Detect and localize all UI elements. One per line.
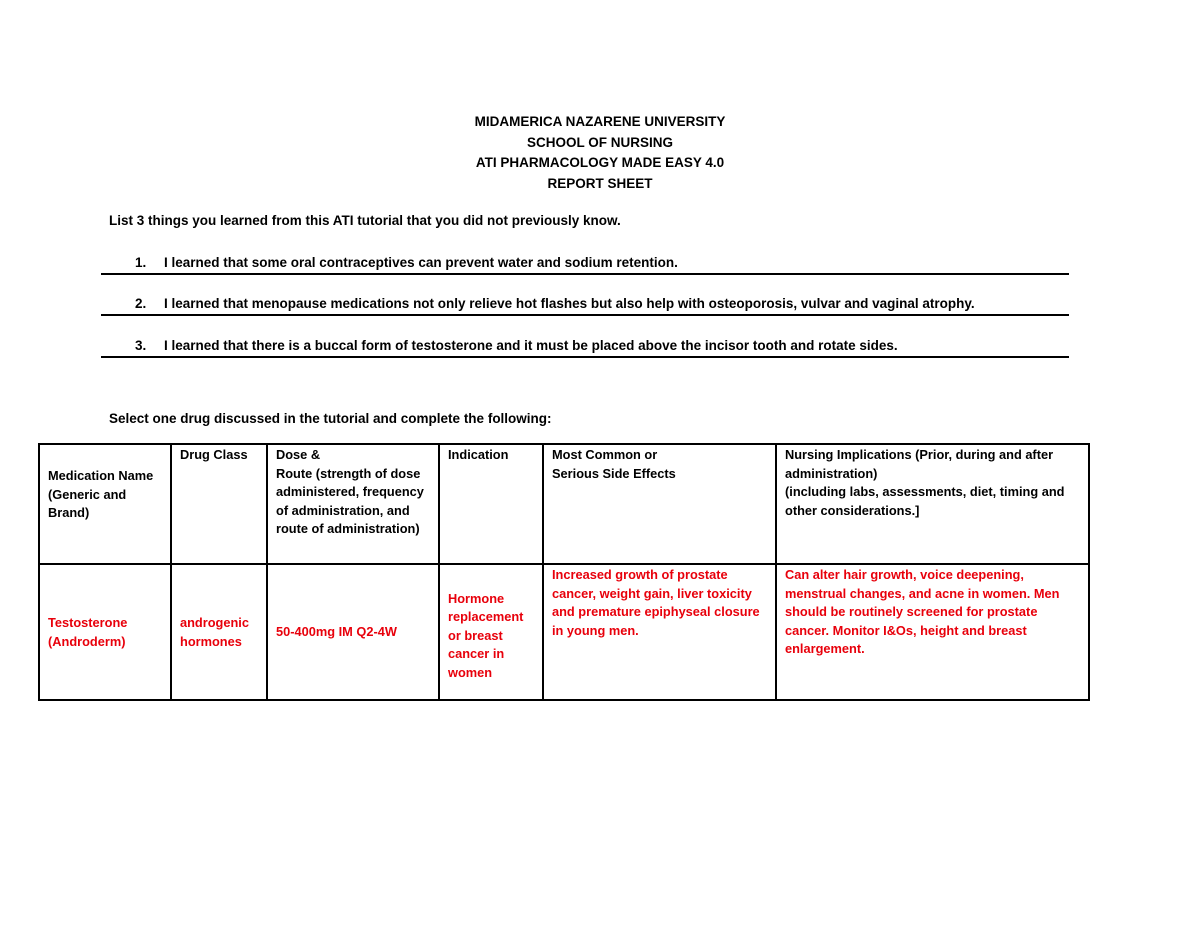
learned-text: I learned that some oral contraceptives can prevent water and sodium retention. (164, 255, 678, 270)
drug-table (38, 443, 1090, 701)
cell-side-effects[interactable]: Increased growth of prostate cancer, weight gain, liver toxicity and premature epiphyseal closure in young men. (543, 564, 776, 700)
learned-item-1[interactable] (101, 251, 1069, 275)
select-drug-prompt: Select one drug discussed in the tutorial and complete the following: (109, 411, 552, 426)
header-nursing-implications: Nursing Implications (Prior, during and after administration) (including labs, assessments, diet, timing and other considerations.] (776, 444, 1089, 564)
sheet-title: REPORT SHEET (547, 175, 653, 191)
cell-medication-name[interactable]: Testosterone (Androderm) (39, 564, 171, 700)
header-drug-class: Drug Class (171, 444, 267, 564)
learned-item-3[interactable] (101, 334, 1069, 358)
document-header (0, 112, 1200, 194)
cell-indication[interactable]: Hormone replacement or breast cancer in women (439, 564, 543, 700)
learned-prompt: List 3 things you learned from this ATI tutorial that you did not previously know. (109, 213, 621, 228)
header-medication-name: Medication Name (Generic and Brand) (39, 444, 171, 564)
learned-text: I learned that menopause medications not only relieve hot flashes but also help with osteoporosis, vulvar and vaginal atrophy. (164, 296, 975, 311)
learned-item-2[interactable] (101, 292, 1069, 316)
table-header-row (39, 444, 1089, 564)
school-name: SCHOOL OF NURSING (526, 134, 673, 150)
learned-number: 3. (135, 338, 147, 353)
header-dose-route: Dose & Route (strength of dose administered, frequency of administration, and route of administration) (267, 444, 439, 564)
learned-text: I learned that there is a buccal form of testosterone and it must be placed above the incisor tooth and rotate sides. (164, 338, 898, 353)
table-row (39, 564, 1089, 700)
university-name: MIDAMERICA NAZARENE UNIVERSITY (474, 114, 726, 129)
cell-drug-class[interactable]: androgenic hormones (171, 564, 267, 700)
learned-number: 2. (135, 296, 147, 311)
header-side-effects: Most Common or Serious Side Effects (543, 444, 776, 564)
header-indication: Indication (439, 444, 543, 564)
cell-nursing-implications[interactable]: Can alter hair growth, voice deepening, menstrual changes, and acne in women. Men should be routinely screened for prostate cancer. Monitor I&Os, height and breast enlargement. (776, 564, 1089, 700)
cell-dose-route[interactable]: 50-400mg IM Q2-4W (267, 564, 439, 700)
course-title: ATI PHARMACOLOGY MADE EASY 4.0 (475, 155, 725, 171)
learned-number: 1. (135, 255, 147, 270)
